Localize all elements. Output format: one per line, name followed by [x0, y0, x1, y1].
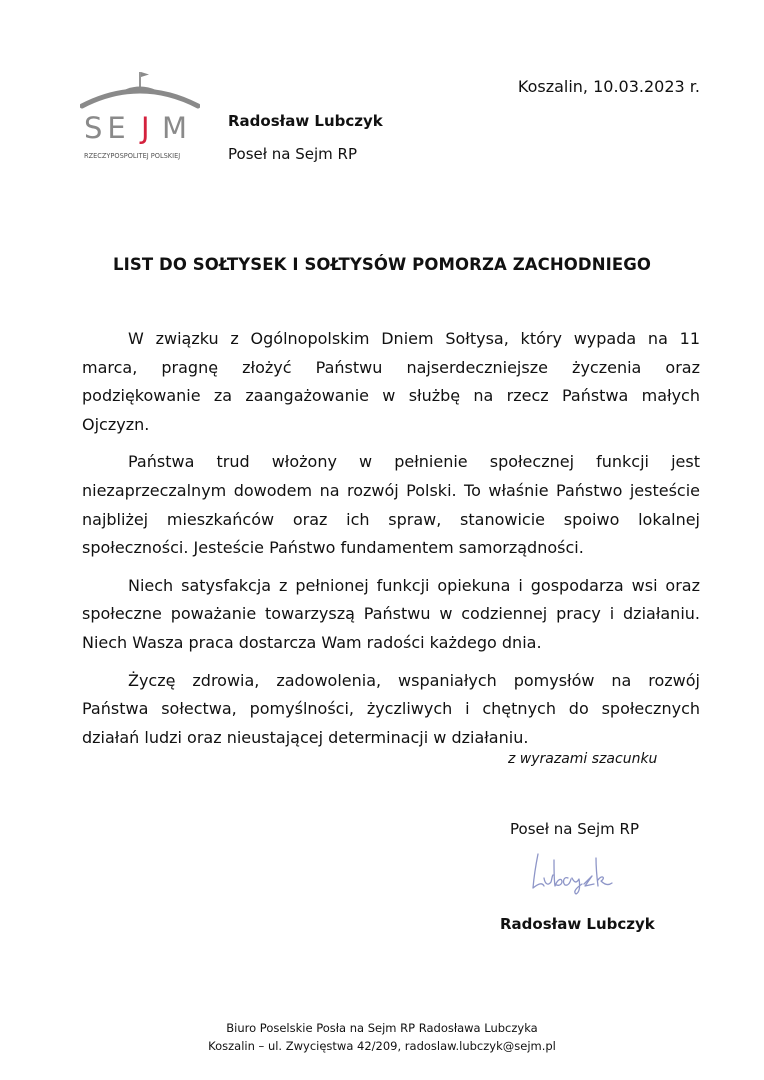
footer-address: Koszalin – ul. Zwycięstwa 42/209, radoslaw.lubczyk@sejm.pl — [208, 1039, 556, 1053]
paragraph: W związku z Ogólnopolskim Dniem Sołtysa, który wypada na 11 marca, pragnę złożyć Państwu najserdeczniejsze życzenia oraz podziękowanie za zaangażowanie w służbę na rzecz Państwa małych Ojczyzn. — [82, 329, 700, 434]
sender-block — [228, 112, 383, 163]
sender-title: Poseł na Sejm RP — [228, 145, 357, 163]
svg-text:J: J — [141, 111, 150, 145]
sender-name: Radosław Lubczyk — [228, 112, 383, 130]
sejm-logo-icon — [80, 68, 200, 164]
letter-footer — [0, 1019, 764, 1055]
svg-text:SE: SE — [84, 111, 131, 145]
signatory-name: Radosław Lubczyk — [500, 915, 655, 933]
paragraph: Państwa trud włożony w pełnienie społecznej funkcji jest niezaprzeczalnym dowodem na rozwój Polski. To właśnie Państwo jesteście najbliżej mieszkańców oraz ich spraw, stanowicie spoiwo lokalnej społeczności. Jesteście Państwo fundamentem samorządności. — [82, 452, 700, 558]
letter-date: Koszalin, 10.03.2023 r. — [517, 77, 700, 96]
closing-regards: z wyrazami szacunku — [508, 751, 658, 767]
handwritten-signature — [524, 848, 624, 896]
paragraph: Życzę zdrowia, zadowolenia, wspaniałych pomysłów na rozwój Państwa sołectwa, pomyślności, życzliwych i chętnych do społecznych działań ludzi oraz nieustającej determinacji w działaniu. — [82, 670, 700, 747]
svg-text:RZECZYPOSPOLITEJ POLSKIEJ: RZECZYPOSPOLITEJ POLSKIEJ — [84, 152, 181, 160]
paragraph: Niech satysfakcja z pełnionej funkcji opiekuna i gospodarza wsi oraz społeczne poważanie towarzyszą Państwu w codziennej pracy i działaniu. Niech Wasza praca dostarcza Wam radości każdego dnia. — [82, 575, 700, 652]
signatory-role: Poseł na Sejm RP — [510, 820, 639, 838]
letter-title: LIST DO SOŁTYSEK I SOŁTYSÓW POMORZA ZACHODNIEGO — [113, 255, 651, 274]
letter-body — [82, 325, 700, 761]
svg-text:M: M — [162, 111, 188, 145]
footer-office: Biuro Poselskie Posła na Sejm RP Radosława Lubczyka — [226, 1021, 538, 1035]
